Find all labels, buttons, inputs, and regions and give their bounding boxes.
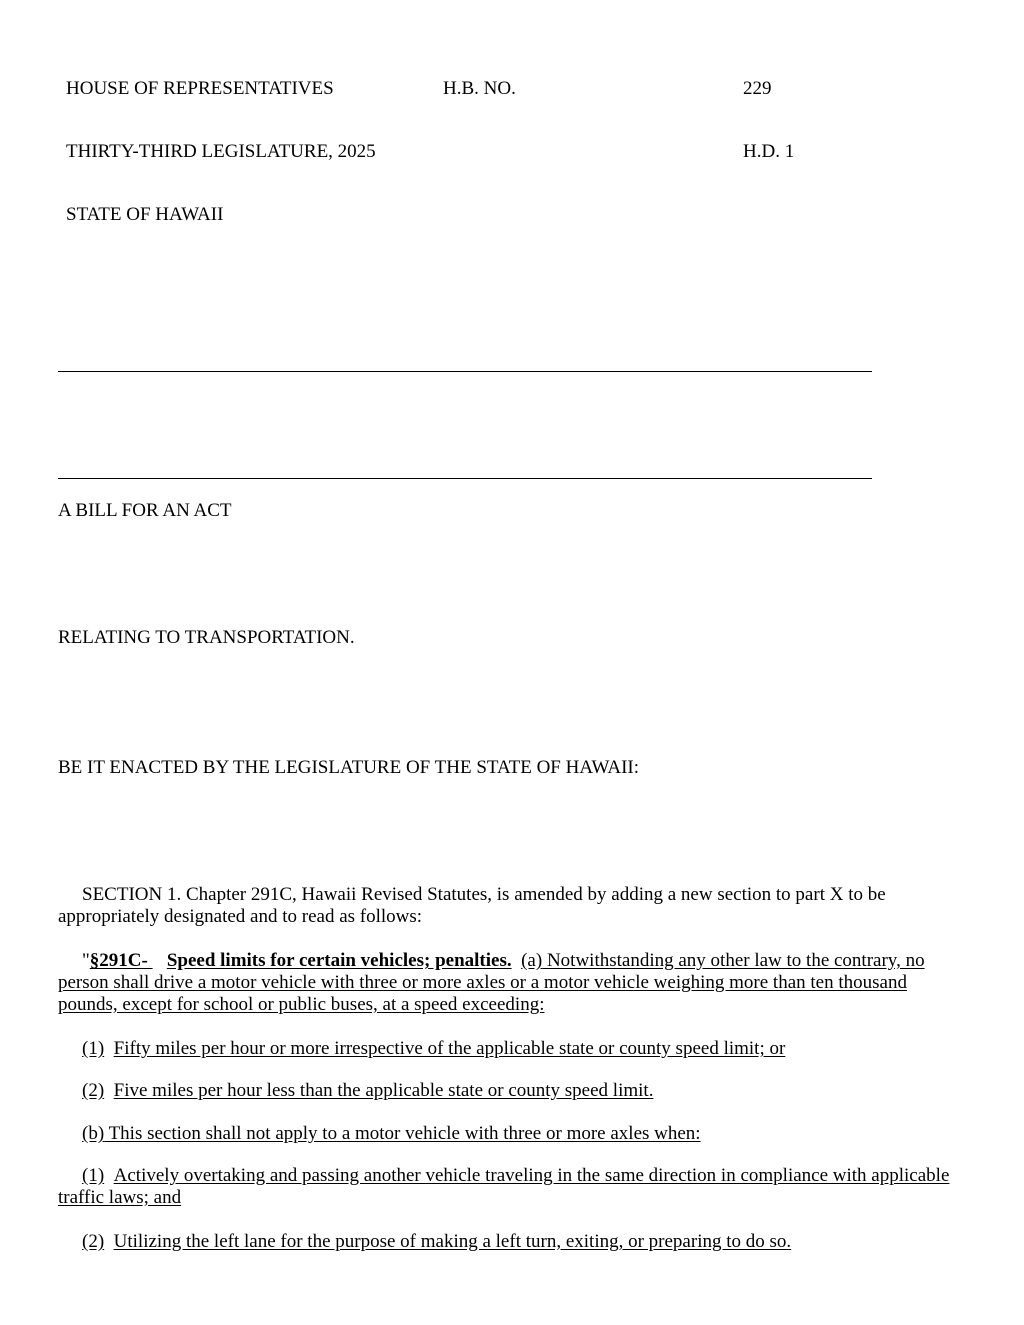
sub-a-text: Notwithstanding any other law to the contrary, no person shall drive a motor vehicle with three or more axles or a motor vehicle weighing more than ten thousand pounds, except for school or public buses, at a speed exceeding:	[58, 950, 925, 1015]
item-a1	[58, 1038, 968, 1060]
new-section-a	[58, 950, 968, 1016]
item-b2	[58, 1231, 968, 1253]
bill-label: H.B. NO.	[443, 78, 516, 99]
section-number: §291C-	[89, 950, 153, 971]
a2-text: Five miles per hour less than the applicable state or county speed limit.	[113, 1080, 654, 1101]
item-b1	[58, 1165, 968, 1209]
b2-text: Utilizing the left lane for the purpose of making a left turn, exiting, or preparing to do so.	[113, 1231, 792, 1252]
bill-for-act: A BILL FOR AN ACT	[58, 500, 232, 521]
quote-mark: "	[82, 950, 90, 971]
relating-to: RELATING TO TRANSPORTATION.	[58, 627, 355, 648]
sub-b-label: (b)	[82, 1123, 105, 1144]
chamber-label: HOUSE OF REPRESENTATIVES	[66, 78, 334, 99]
item-a2	[58, 1080, 968, 1102]
section1-intro: SECTION 1. Chapter 291C, Hawaii Revised Statutes, is amended by adding a new section to part X to be appropriately designated and to read as follows:	[58, 884, 886, 927]
state-label: STATE OF HAWAII	[66, 204, 224, 225]
a1-label: (1)	[82, 1038, 105, 1059]
b2-label: (2)	[82, 1231, 105, 1252]
a1-text: Fifty miles per hour or more irrespective of the applicable state or county speed limit; or	[113, 1038, 786, 1059]
a2-label: (2)	[82, 1080, 105, 1101]
draft-label: H.D. 1	[743, 141, 795, 162]
enacting-clause: BE IT ENACTED BY THE LEGISLATURE OF THE STATE OF HAWAII:	[58, 757, 640, 778]
legislature-label: THIRTY-THIRD LEGISLATURE, 2025	[66, 141, 376, 162]
sub-b-text: This section shall not apply to a motor vehicle with three or more axles when:	[104, 1123, 701, 1144]
b1-text: Actively overtaking and passing another vehicle traveling in the same direction in compliance with applicable traffic laws; and	[58, 1165, 950, 1208]
title-rule-top	[58, 371, 872, 372]
sub-a-label: (a)	[521, 950, 543, 971]
b1-label: (1)	[82, 1165, 105, 1186]
sub-b	[58, 1123, 968, 1145]
bill-number: 229	[743, 78, 772, 99]
section-heading: Speed limits for certain vehicles; penalties.	[166, 950, 512, 971]
title-rule-bottom	[58, 478, 872, 479]
